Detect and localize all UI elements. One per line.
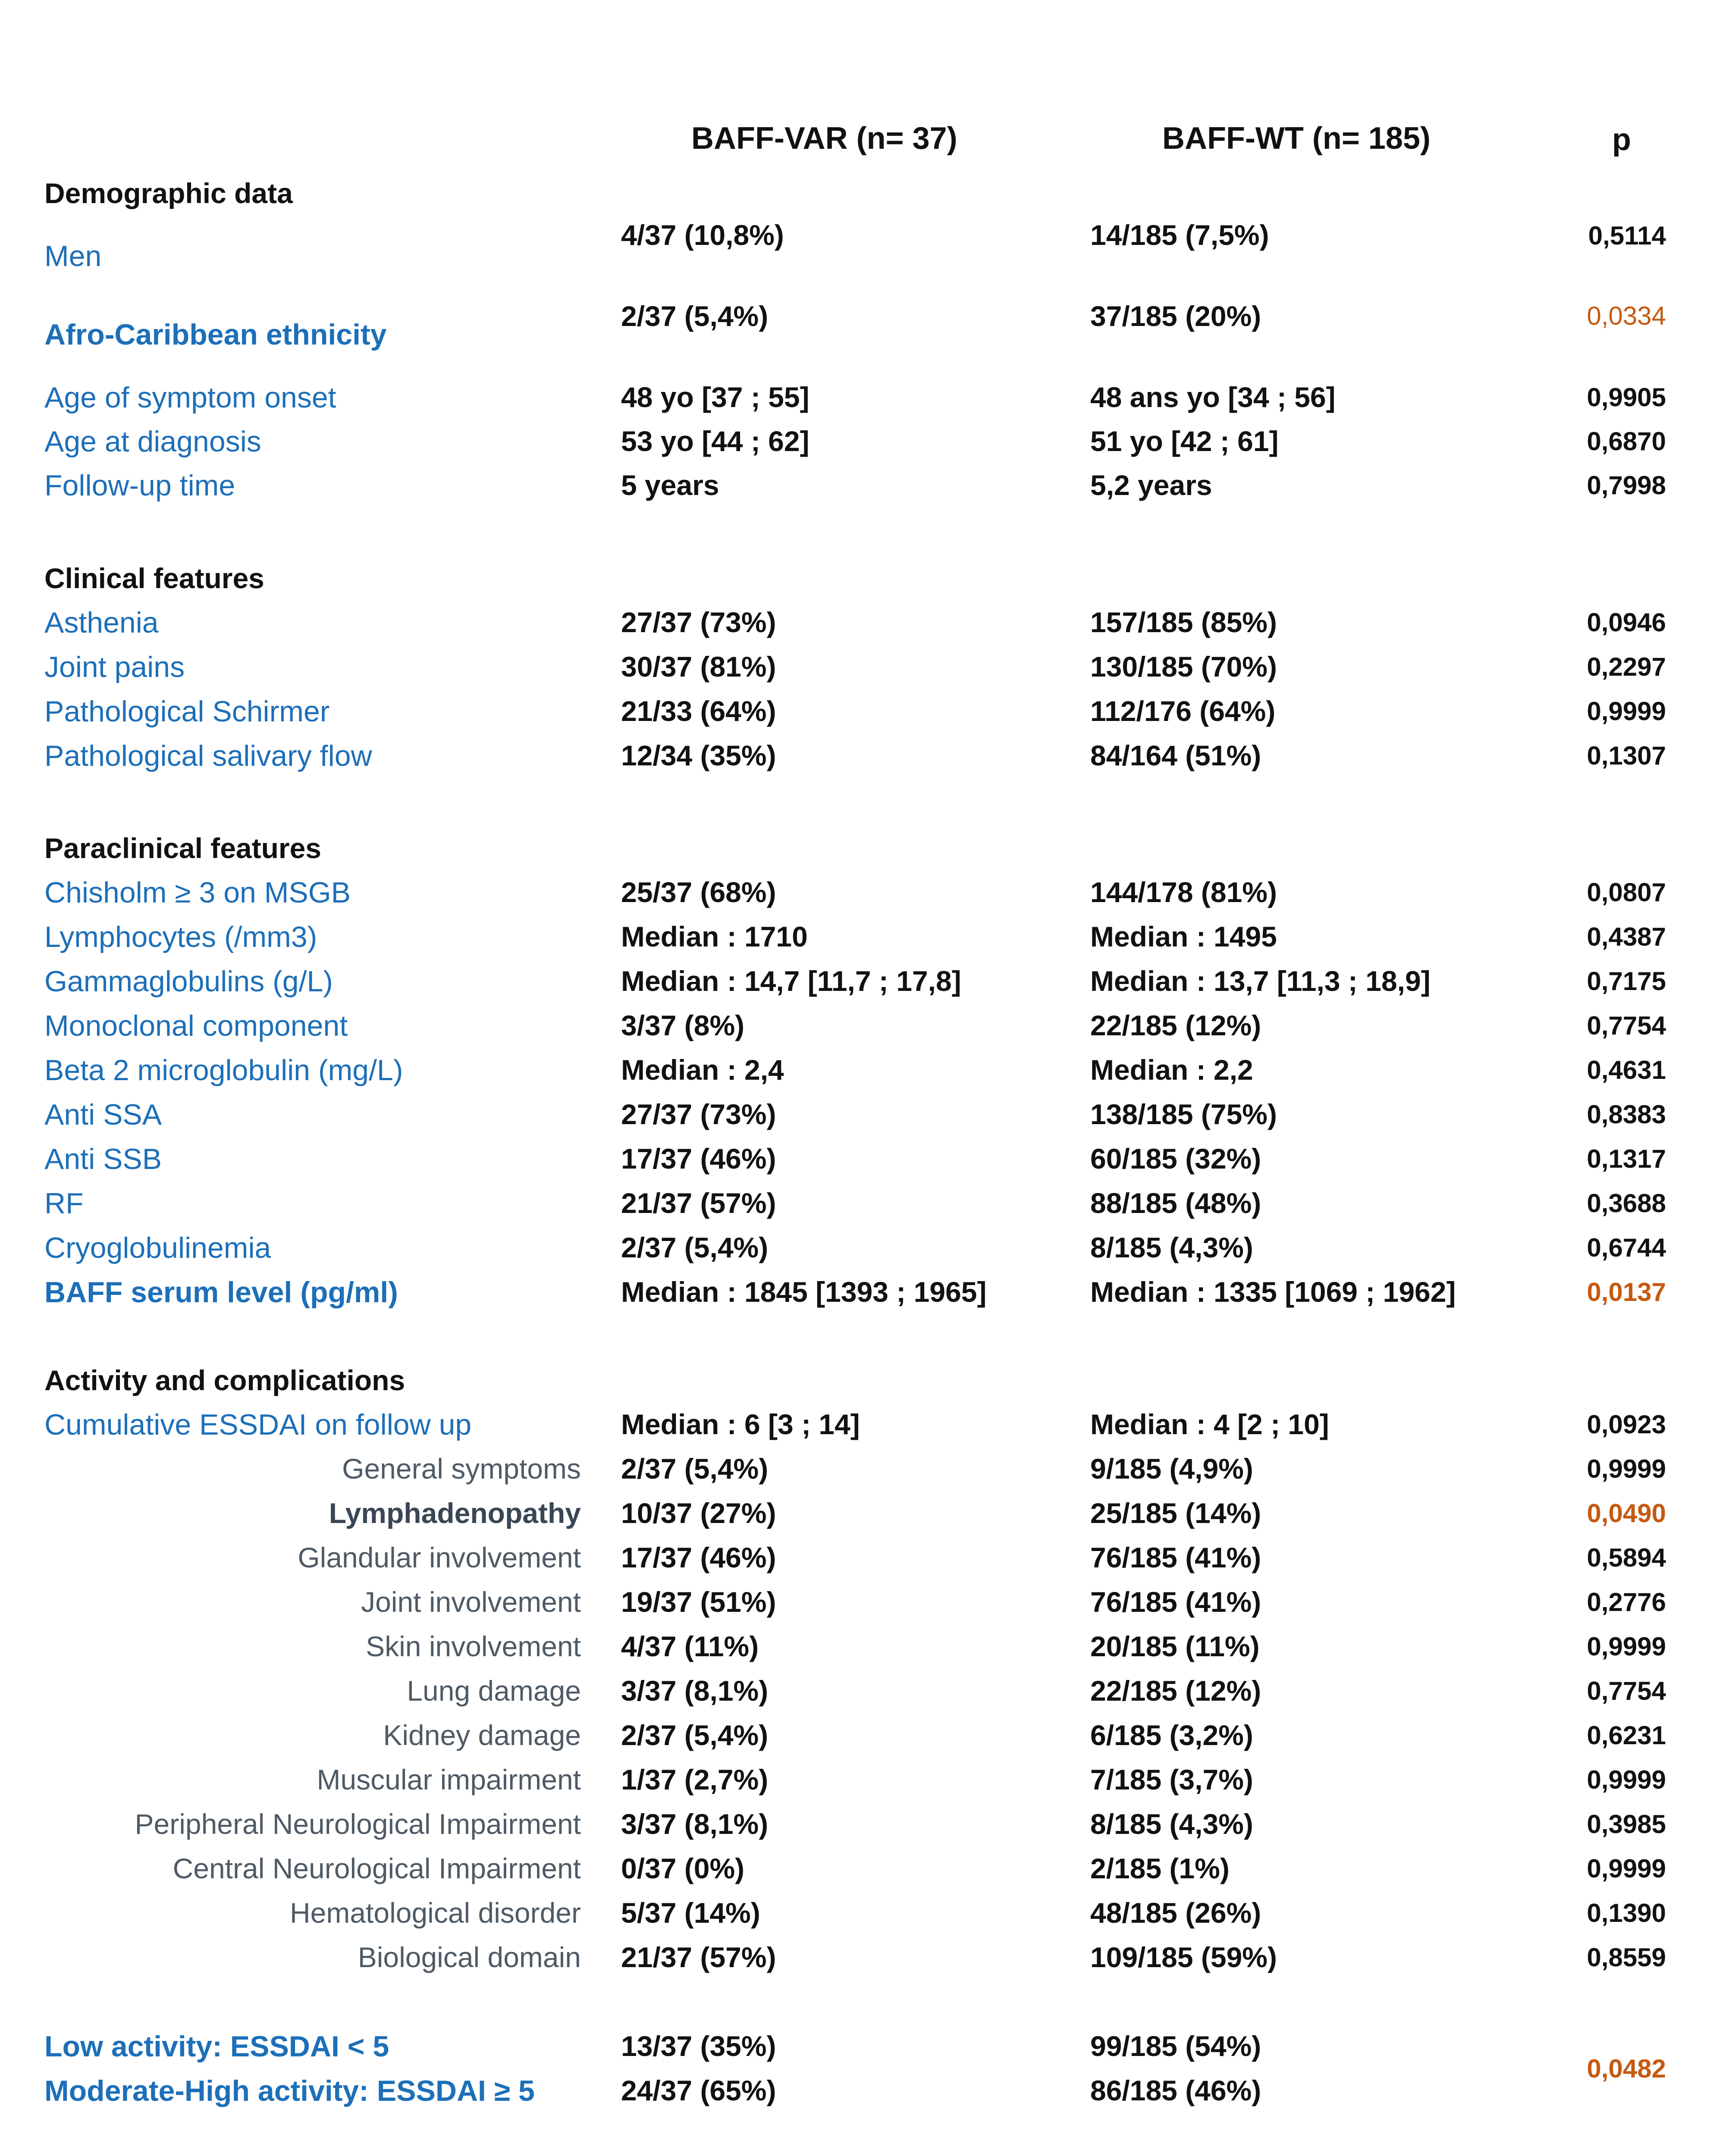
cell-baff-wt: Median : 1335 [1069 ; 1962]	[1090, 1276, 1456, 1308]
cell-baff-wt: 84/164 (51%)	[1090, 740, 1261, 771]
cell-baff-var: 10/37 (27%)	[621, 1497, 776, 1529]
cell-p-value: 0,5894	[1587, 1543, 1666, 1572]
cell-p-value: 0,9999	[1587, 1632, 1666, 1661]
cell-baff-var: 5/37 (14%)	[621, 1897, 760, 1929]
subrow-label: Kidney damage	[383, 1719, 581, 1751]
cell-baff-wt: 6/185 (3,2%)	[1090, 1719, 1253, 1751]
cell-p-value: 0,0807	[1587, 878, 1666, 907]
cell-p-value: 0,1390	[1587, 1899, 1666, 1927]
cell-baff-wt: 130/185 (70%)	[1090, 651, 1277, 683]
subrow-label: Glandular involvement	[298, 1542, 581, 1573]
cell-baff-wt: 88/185 (48%)	[1090, 1187, 1261, 1219]
cell-p-value: 0,8559	[1587, 1943, 1666, 1972]
cell-baff-wt: Median : 2,2	[1090, 1054, 1253, 1086]
cell-p-value: 0,9905	[1587, 383, 1666, 412]
subrow-label: Peripheral Neurological Impairment	[135, 1808, 581, 1840]
cell-p-value: 0,9999	[1587, 1854, 1666, 1883]
cell-baff-wt: Median : 1495	[1090, 921, 1277, 953]
cell-baff-wt: 48 ans yo [34 ; 56]	[1090, 381, 1336, 413]
cell-p-value: 0,0137	[1587, 1278, 1666, 1307]
row-label: Cryoglobulinemia	[44, 1232, 271, 1264]
cell-baff-var: 19/37 (51%)	[621, 1586, 776, 1618]
cell-baff-var: 17/37 (46%)	[621, 1143, 776, 1175]
cell-baff-var: Median : 1845 [1393 ; 1965]	[621, 1276, 987, 1308]
row-label: Monoclonal component	[44, 1009, 348, 1042]
cell-baff-var: 4/37 (10,8%)	[621, 219, 784, 251]
cell-baff-wt: 112/176 (64%)	[1090, 695, 1276, 727]
cell-baff-wt: Median : 13,7 [11,3 ; 18,9]	[1090, 965, 1431, 997]
cell-baff-wt: 37/185 (20%)	[1090, 300, 1261, 332]
row-label: Pathological salivary flow	[44, 740, 372, 772]
cell-baff-var: 53 yo [44 ; 62]	[621, 425, 809, 457]
cell-p-value: 0,7175	[1587, 967, 1666, 996]
cell-p-value: 0,8383	[1587, 1100, 1666, 1129]
cell-baff-var: 21/33 (64%)	[621, 695, 776, 727]
subrow-label: General symptoms	[342, 1453, 581, 1485]
cell-baff-wt: 9/185 (4,9%)	[1090, 1453, 1253, 1485]
cell-baff-var: 3/37 (8%)	[621, 1009, 745, 1041]
cell-baff-wt: 22/185 (12%)	[1090, 1675, 1261, 1707]
subrow-label: Lymphadenopathy	[329, 1497, 581, 1529]
cell-baff-var: 17/37 (46%)	[621, 1542, 776, 1573]
cell-baff-wt: 22/185 (12%)	[1090, 1009, 1261, 1041]
subrow-label: Central Neurological Impairment	[173, 1852, 581, 1884]
header-baff-var: BAFF-VAR (n= 37)	[691, 121, 957, 156]
cell-p-value: 0,4631	[1587, 1056, 1666, 1084]
row-label: Chisholm ≥ 3 on MSGB	[44, 876, 351, 909]
cell-baff-var: 2/37 (5,4%)	[621, 1719, 769, 1751]
cell-p-value: 0,6744	[1587, 1233, 1666, 1262]
cell-baff-var: 13/37 (35%)	[621, 2030, 776, 2062]
row-label: BAFF serum level (pg/ml)	[44, 1276, 398, 1309]
cell-baff-wt: 51 yo [42 ; 61]	[1090, 425, 1279, 457]
subrow-label: Skin involvement	[366, 1630, 581, 1662]
cell-baff-var: 3/37 (8,1%)	[621, 1675, 769, 1707]
header-baff-wt: BAFF-WT (n= 185)	[1162, 121, 1431, 156]
subrow-label: Joint involvement	[361, 1586, 581, 1618]
cell-baff-var: 0/37 (0%)	[621, 1852, 745, 1884]
cell-baff-var: 25/37 (68%)	[621, 876, 776, 908]
section-activity: Activity and complications	[44, 1364, 405, 1396]
cell-baff-var: 21/37 (57%)	[621, 1941, 776, 1973]
cell-p-value: 0,0923	[1587, 1410, 1666, 1439]
cell-baff-wt: 157/185 (85%)	[1090, 606, 1277, 638]
cell-baff-var: Median : 2,4	[621, 1054, 784, 1086]
row-label: Joint pains	[44, 651, 185, 683]
cell-baff-wt: 25/185 (14%)	[1090, 1497, 1261, 1529]
row-label: Men	[44, 240, 102, 273]
row-label: Follow-up time	[44, 469, 235, 502]
row-label: Anti SSB	[44, 1143, 162, 1175]
cell-p-value: 0,1317	[1587, 1144, 1666, 1173]
cell-baff-wt: 14/185 (7,5%)	[1090, 219, 1269, 251]
row-label: Asthenia	[44, 606, 159, 639]
cell-p-value: 0,0334	[1587, 301, 1666, 330]
cell-baff-var: 48 yo [37 ; 55]	[621, 381, 809, 413]
cell-baff-wt: 144/178 (81%)	[1090, 876, 1277, 908]
cell-baff-wt: 20/185 (11%)	[1090, 1630, 1260, 1662]
cell-p-value: 0,3985	[1587, 1810, 1666, 1839]
cell-baff-var: 5 years	[621, 469, 719, 501]
cell-baff-var: 27/37 (73%)	[621, 1098, 776, 1130]
cell-p-value: 0,5114	[1588, 221, 1666, 250]
cell-baff-wt: 109/185 (59%)	[1090, 1941, 1277, 1973]
cell-p-value: 0,7754	[1587, 1677, 1666, 1705]
cell-baff-var: 1/37 (2,7%)	[621, 1764, 769, 1796]
cell-p-value-activity: 0,0482	[1587, 2054, 1666, 2083]
row-label: Pathological Schirmer	[44, 695, 330, 728]
cell-baff-var: 12/34 (35%)	[621, 740, 776, 771]
section-demographic: Demographic data	[44, 177, 293, 209]
row-label: Gammaglobulins (g/L)	[44, 965, 333, 998]
cell-baff-var: 3/37 (8,1%)	[621, 1808, 769, 1840]
row-label: Afro-Caribbean ethnicity	[44, 318, 387, 351]
row-label: Age of symptom onset	[44, 381, 336, 414]
cell-p-value: 0,6231	[1587, 1721, 1666, 1750]
cell-baff-wt: Median : 4 [2 ; 10]	[1090, 1408, 1329, 1440]
cell-p-value: 0,7998	[1587, 471, 1666, 500]
subrow-label: Biological domain	[358, 1941, 581, 1973]
cell-baff-var: 24/37 (65%)	[621, 2075, 776, 2106]
cell-baff-wt: 86/185 (46%)	[1090, 2075, 1261, 2106]
cell-p-value: 0,6870	[1587, 427, 1666, 456]
cell-p-value: 0,1307	[1587, 741, 1666, 770]
cell-baff-var: 4/37 (11%)	[621, 1630, 759, 1662]
cell-p-value: 0,3688	[1587, 1189, 1666, 1218]
cell-baff-var: Median : 6 [3 ; 14]	[621, 1408, 860, 1440]
cell-baff-wt: 76/185 (41%)	[1090, 1586, 1261, 1618]
cell-baff-wt: 99/185 (54%)	[1090, 2030, 1261, 2062]
cell-baff-var: Median : 1710	[621, 921, 808, 953]
cell-p-value: 0,9999	[1587, 1765, 1666, 1794]
row-label: Beta 2 microglobulin (mg/L)	[44, 1054, 403, 1087]
cell-baff-var: 2/37 (5,4%)	[621, 1232, 769, 1263]
cell-baff-wt: 76/185 (41%)	[1090, 1542, 1261, 1573]
cell-p-value: 0,0946	[1587, 608, 1666, 637]
row-label: Lymphocytes (/mm3)	[44, 921, 317, 953]
cell-baff-var: Median : 14,7 [11,7 ; 17,8]	[621, 965, 961, 997]
cell-baff-wt: 2/185 (1%)	[1090, 1852, 1230, 1884]
cell-p-value: 0,9999	[1587, 1454, 1666, 1483]
cell-baff-var: 30/37 (81%)	[621, 651, 776, 683]
row-label: Low activity: ESSDAI < 5	[44, 2030, 389, 2063]
cell-baff-var: 21/37 (57%)	[621, 1187, 776, 1219]
cell-p-value: 0,2297	[1587, 652, 1666, 681]
row-label: Moderate-High activity: ESSDAI ≥ 5	[44, 2075, 535, 2107]
cell-baff-var: 2/37 (5,4%)	[621, 1453, 769, 1485]
cell-baff-var: 2/37 (5,4%)	[621, 300, 769, 332]
row-label: RF	[44, 1187, 84, 1220]
cell-baff-wt: 7/185 (3,7%)	[1090, 1764, 1253, 1796]
cell-p-value: 0,7754	[1587, 1011, 1666, 1040]
header-p-value: p	[1612, 122, 1631, 157]
row-label: Cumulative ESSDAI on follow up	[44, 1408, 472, 1441]
section-clinical: Clinical features	[44, 562, 264, 594]
cell-baff-wt: 8/185 (4,3%)	[1090, 1232, 1253, 1263]
cell-baff-var: 27/37 (73%)	[621, 606, 776, 638]
subrow-label: Lung damage	[407, 1675, 581, 1707]
cell-p-value: 0,2776	[1587, 1588, 1666, 1617]
cell-baff-wt: 48/185 (26%)	[1090, 1897, 1261, 1929]
subrow-label: Muscular impairment	[317, 1764, 581, 1796]
cell-p-value: 0,4387	[1587, 922, 1666, 951]
cell-baff-wt: 60/185 (32%)	[1090, 1143, 1261, 1175]
section-paraclinical: Paraclinical features	[44, 832, 322, 864]
cell-baff-wt: 5,2 years	[1090, 469, 1212, 501]
cell-baff-wt: 8/185 (4,3%)	[1090, 1808, 1253, 1840]
cell-baff-wt: 138/185 (75%)	[1090, 1098, 1277, 1130]
cell-p-value: 0,0490	[1587, 1499, 1666, 1528]
row-label: Age at diagnosis	[44, 425, 261, 458]
subrow-label: Hematological disorder	[290, 1897, 581, 1929]
row-label: Anti SSA	[44, 1098, 162, 1131]
cell-p-value: 0,9999	[1587, 697, 1666, 726]
